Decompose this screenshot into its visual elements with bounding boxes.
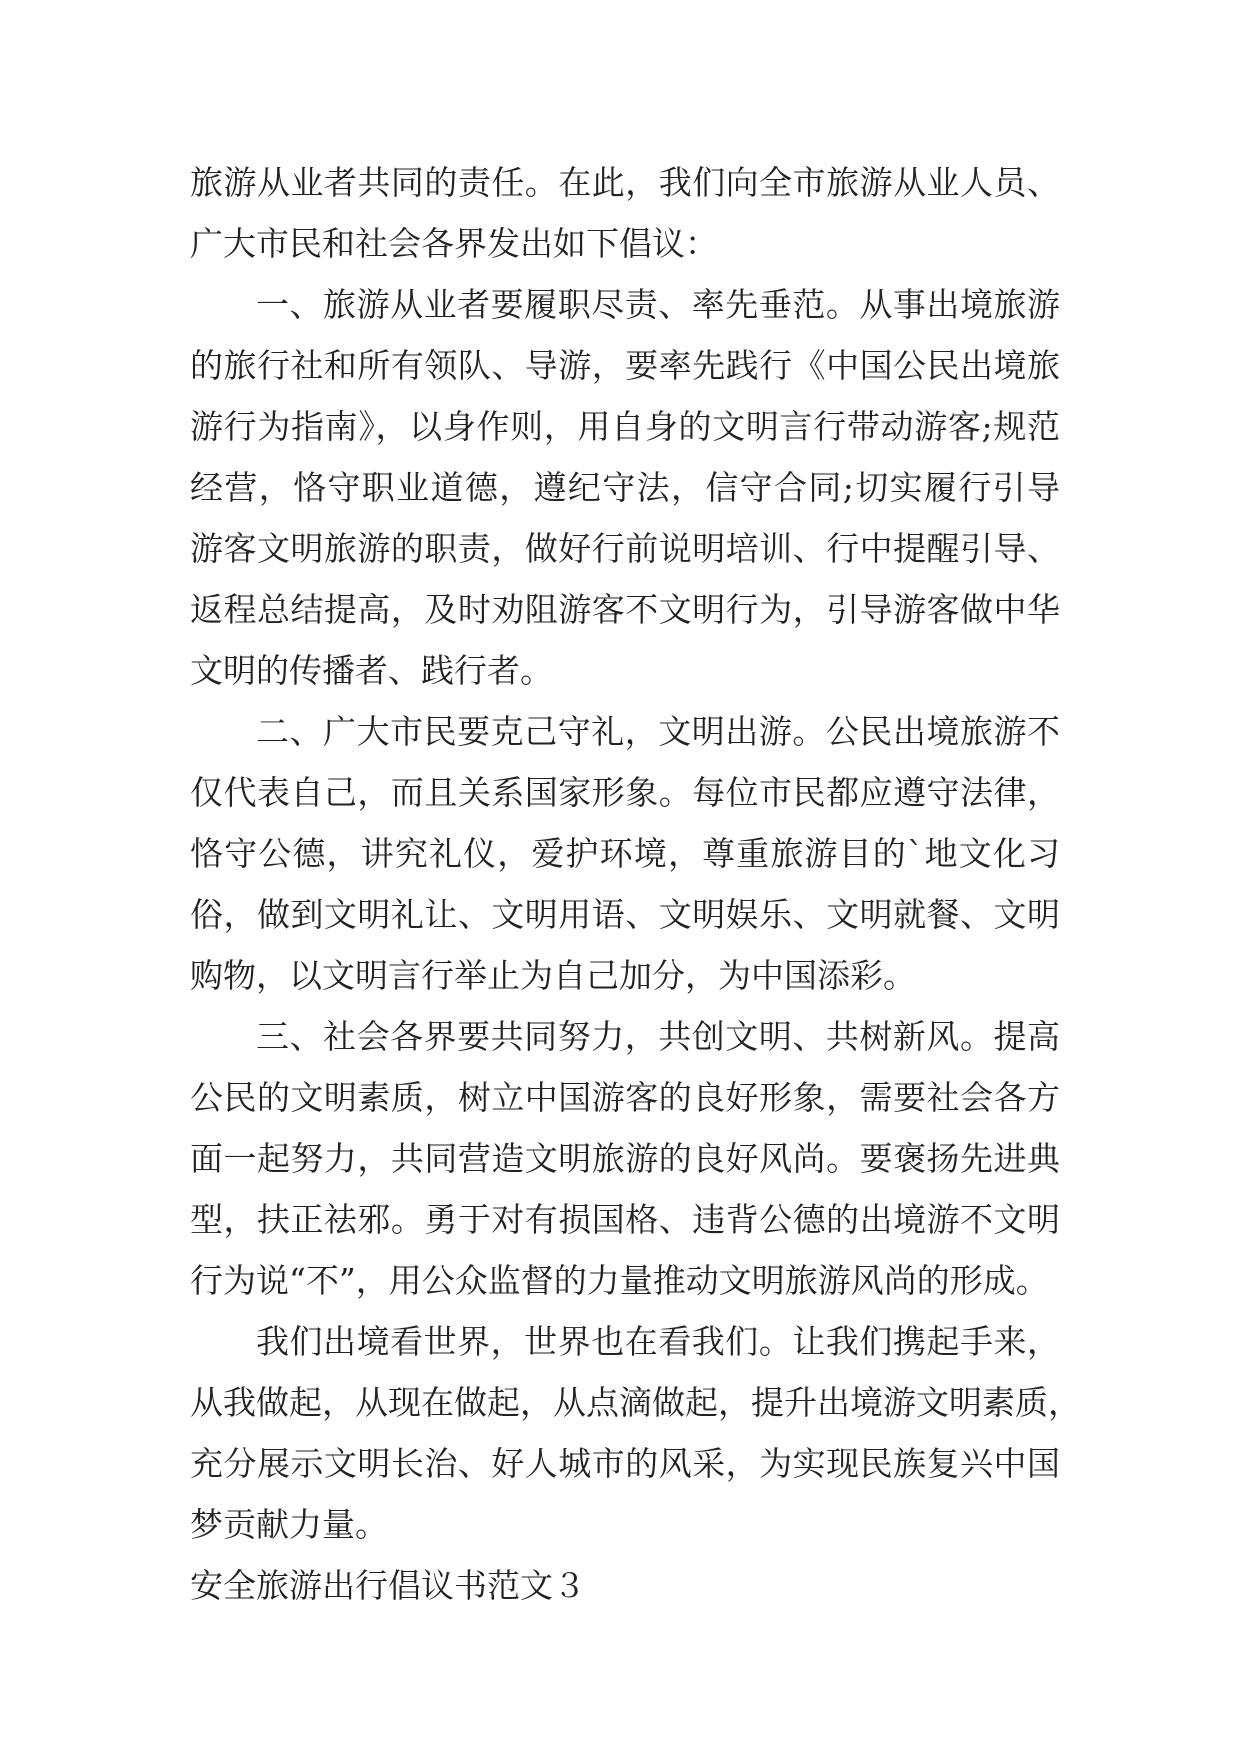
text-line: 充分展示文明长治、好人城市的风采，为实现民族复兴中国 (190, 1444, 1060, 1483)
text-line: 公民的文明素质，树立中国游客的良好形象，需要社会各方 (190, 1078, 1060, 1117)
document-body (190, 152, 1081, 1616)
paragraph-first-line: 二、广大市民要克己守礼，文明出游。公民出境旅游不 (256, 712, 1060, 751)
text-line: 游客文明旅游的职责，做好行前说明培训、行中提醒引导、 (190, 529, 1060, 568)
section-heading: 安全旅游出行倡议书范文３ (190, 1566, 586, 1605)
paragraph-first-line: 一、旅游从业者要履职尽责、率先垂范。从事出境旅游 (256, 285, 1060, 324)
text-line: 恪守公德，讲究礼仪，爱护环境，尊重旅游目的`地文化习 (190, 834, 1060, 873)
text-line: 广大市民和社会各界发出如下倡议： (190, 224, 718, 263)
text-line: 面一起努力，共同营造文明旅游的良好风尚。要褒扬先进典 (190, 1139, 1060, 1178)
text-line: 行为说“不”，用公众监督的力量推动文明旅游风尚的形成。 (190, 1261, 1049, 1300)
text-line: 旅游从业者共同的责任。在此，我们向全市旅游从业人员、 (190, 163, 1060, 202)
text-line: 经营，恪守职业道德，遵纪守法，信守合同;切实履行引导 (190, 468, 1060, 507)
text-line: 购物，以文明言行举止为自己加分，为中国添彩。 (190, 956, 916, 995)
text-line: 梦贡献力量。 (190, 1505, 388, 1544)
text-line: 返程总结提高，及时劝阻游客不文明行为，引导游客做中华 (190, 590, 1060, 629)
paragraph-first-line: 我们出境看世界，世界也在看我们。让我们携起手来， (256, 1322, 1060, 1361)
text-line: 从我做起，从现在做起，从点滴做起，提升出境游文明素质， (190, 1383, 1081, 1422)
text-line: 型，扶正祛邪。勇于对有损国格、违背公德的出境游不文明 (190, 1200, 1060, 1239)
text-line: 游行为指南》，以身作则，用自身的文明言行带动游客;规范 (190, 407, 1060, 446)
paragraph-first-line: 三、社会各界要共同努力，共创文明、共树新风。提高 (256, 1017, 1060, 1056)
text-line: 俗，做到文明礼让、文明用语、文明娱乐、文明就餐、文明 (190, 895, 1060, 934)
text-line: 的旅行社和所有领队、导游，要率先践行《中国公民出境旅 (190, 346, 1060, 385)
text-line: 文明的传播者、践行者。 (190, 651, 553, 690)
text-line: 仅代表自己，而且关系国家形象。每位市民都应遵守法律， (190, 773, 1060, 812)
